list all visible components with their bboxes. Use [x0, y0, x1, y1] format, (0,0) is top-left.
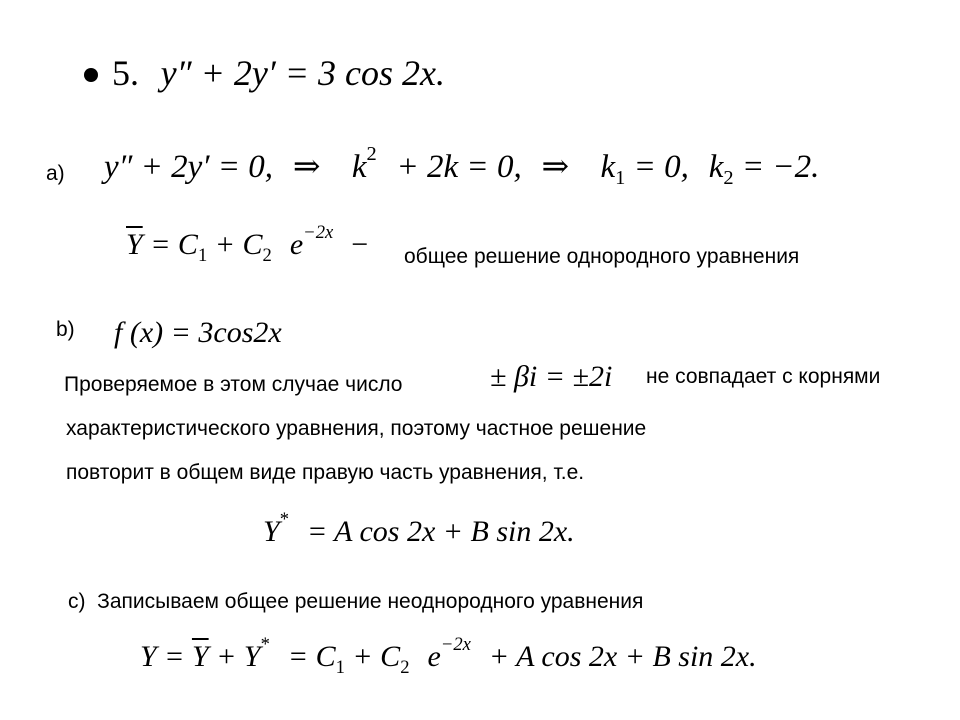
- k-exponent: 2: [366, 142, 377, 165]
- k2-value: = −2.: [741, 149, 820, 185]
- k1-sub: 1: [615, 167, 626, 190]
- y-bar: $\overline{Y}$: [126, 228, 143, 261]
- explanation-line-2: характеристического уравнения, поэтому частное решение: [66, 417, 647, 440]
- general-nonhomogeneous-solution: [140, 634, 757, 678]
- particular-rhs: = A cos 2x + B sin 2x.: [306, 515, 575, 548]
- homogeneous-eq: y″ + 2y′ = 0,: [104, 149, 274, 185]
- general-solution-caption: общее решение однородного уравнения: [404, 245, 800, 268]
- part-c-label: с): [68, 590, 86, 613]
- final-eq-c: = C: [287, 640, 336, 673]
- implies-arrow-1: ⇒: [292, 149, 321, 185]
- not-coincide-text: не совпадает с корнями: [646, 365, 881, 388]
- dash: −: [351, 228, 369, 261]
- final-star: *: [260, 634, 270, 656]
- particular-star: *: [279, 509, 289, 531]
- k-base: k: [351, 149, 367, 185]
- final-rest: + A cos 2x + B sin 2x.: [488, 640, 757, 673]
- exp-power: −2x: [303, 222, 334, 244]
- final-e: e: [427, 640, 441, 673]
- c2-sub: 2: [262, 244, 272, 266]
- right-hand-side: f (x) = 3cos2x: [114, 316, 282, 349]
- plus-c: + C: [214, 228, 263, 261]
- exp-e: e: [289, 228, 304, 261]
- final-plus-y: + Y: [216, 640, 261, 673]
- problem-equation: y″ + 2y′ = 3 cos 2x.: [160, 53, 445, 93]
- k2-sub: 2: [723, 167, 734, 190]
- k1-var: k: [600, 149, 616, 185]
- final-exp: −2x: [440, 634, 471, 656]
- explanation-line-3: повторит в общем виде правую часть уравнения, т.е.: [66, 461, 585, 484]
- check-text: Проверяемое в этом случае число: [64, 373, 403, 396]
- equals-c: = C: [150, 228, 198, 261]
- k2-var: k: [708, 149, 724, 185]
- root-expression: ± βi = ±2i: [490, 360, 613, 393]
- general-homogeneous-solution: [126, 222, 369, 266]
- part-a-label: а): [46, 162, 65, 185]
- part-c-line: [68, 590, 643, 614]
- problem-heading: [112, 52, 445, 94]
- particular-y: Y: [263, 515, 280, 548]
- implies-arrow-2: ⇒: [541, 149, 570, 185]
- part-b-label: b): [56, 318, 75, 341]
- char-eq-rest: + 2k = 0,: [396, 149, 522, 185]
- characteristic-equation: [104, 142, 820, 190]
- c1-sub: 1: [197, 244, 208, 266]
- problem-number: 5.: [112, 53, 139, 93]
- particular-solution: [263, 509, 575, 549]
- final-plus-c: + C: [352, 640, 401, 673]
- final-c2-sub: 2: [400, 656, 410, 678]
- part-c-text: Записываем общее решение неоднородного уравнения: [97, 590, 644, 613]
- final-y-bar: $\overline{Y}$: [191, 640, 209, 673]
- bullet-icon: [84, 68, 98, 82]
- k1-value: = 0,: [633, 149, 689, 185]
- final-c1-sub: 1: [335, 656, 345, 678]
- final-lhs: Y =: [140, 640, 185, 673]
